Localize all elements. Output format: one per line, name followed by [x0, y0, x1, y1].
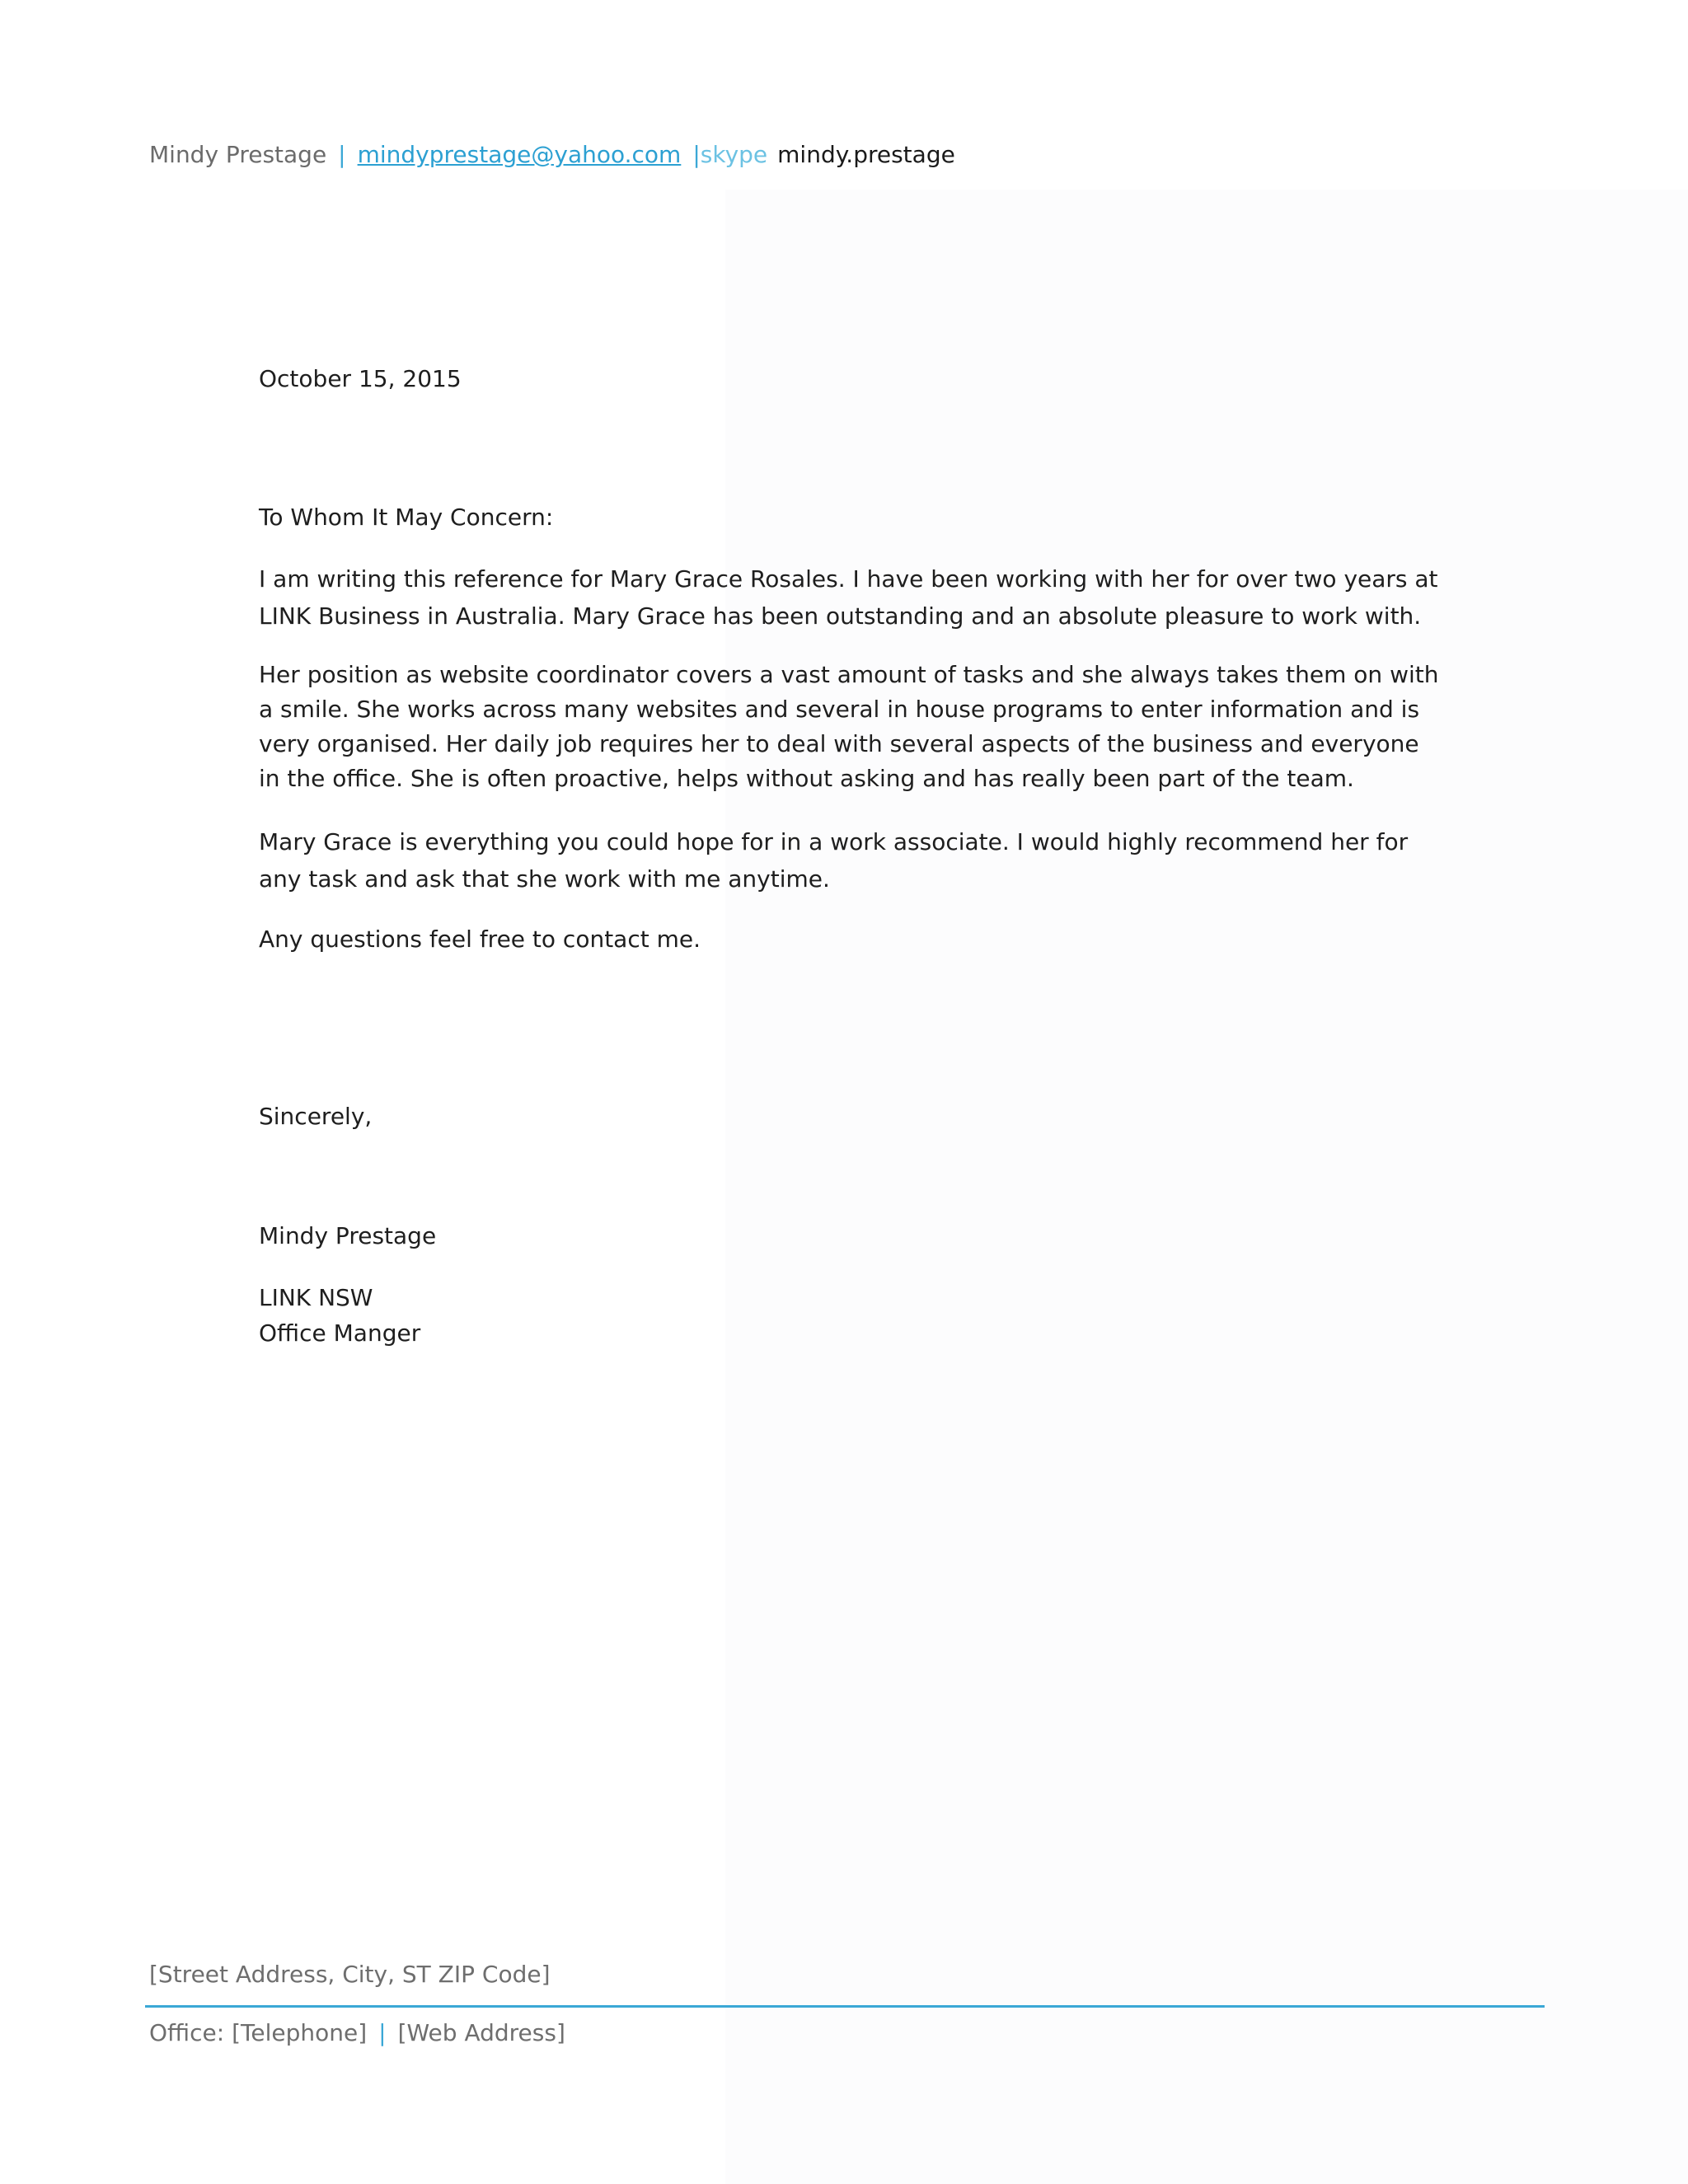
closing-text: Sincerely, [259, 1103, 373, 1130]
footer-address: [Street Address, City, ST ZIP Code] [149, 1961, 551, 1988]
date-text: October 15, 2015 [259, 365, 462, 392]
paragraph-4 [259, 923, 1446, 956]
skype-label: skype [700, 141, 768, 168]
page-shading [725, 190, 1688, 2184]
signer-affiliation [259, 1280, 1446, 1351]
skype-handle: mindy.prestage [777, 141, 955, 168]
paragraph-2-text: Her position as website coordinator covers a vast amount of tasks and she always takes them on with a smile. She works across many websites and several in house programs to enter information and is very organised. Her daily job requires her to deal with several aspects of the business and everyone in the office. She is often proactive, helps without asking and has really been part of the team. [259, 661, 1439, 792]
company-name: LINK NSW [259, 1284, 373, 1311]
salutation-text: To Whom It May Concern: [259, 504, 554, 531]
letter-date [259, 363, 1446, 396]
telephone-placeholder: [Telephone] [232, 2019, 368, 2046]
skype-separator: | [692, 141, 701, 168]
sender-name: Mindy Prestage [149, 141, 327, 168]
signer-name-text: Mindy Prestage [259, 1222, 437, 1249]
footer-contact [149, 2017, 565, 2050]
header-separator: | [338, 141, 346, 168]
closing [259, 1100, 1446, 1133]
paragraph-2 [259, 658, 1446, 796]
job-title: Office Manger [259, 1319, 421, 1347]
paragraph-4-text: Any questions feel free to contact me. [259, 926, 701, 953]
office-label: Office: [149, 2019, 225, 2046]
footer-divider [145, 2005, 1545, 2008]
paragraph-3-text: Mary Grace is everything you could hope for in a work associate. I would highly recommend her for any task and ask that she work with me anytime. [259, 828, 1409, 893]
email-link[interactable]: mindyprestage@yahoo.com [357, 141, 682, 168]
footer-separator: | [378, 2019, 387, 2046]
web-address-placeholder: [Web Address] [397, 2019, 565, 2046]
paragraph-1-text: I am writing this reference for Mary Grace Rosales. I have been working with her for over two years at LINK Business in Australia. Mary Grace has been outstanding and an absolute pleasure to work with. [259, 565, 1438, 630]
contact-header [149, 138, 955, 171]
paragraph-3 [259, 823, 1446, 898]
signer-name [259, 1220, 1446, 1253]
paragraph-1 [259, 560, 1446, 635]
salutation [259, 501, 1446, 534]
